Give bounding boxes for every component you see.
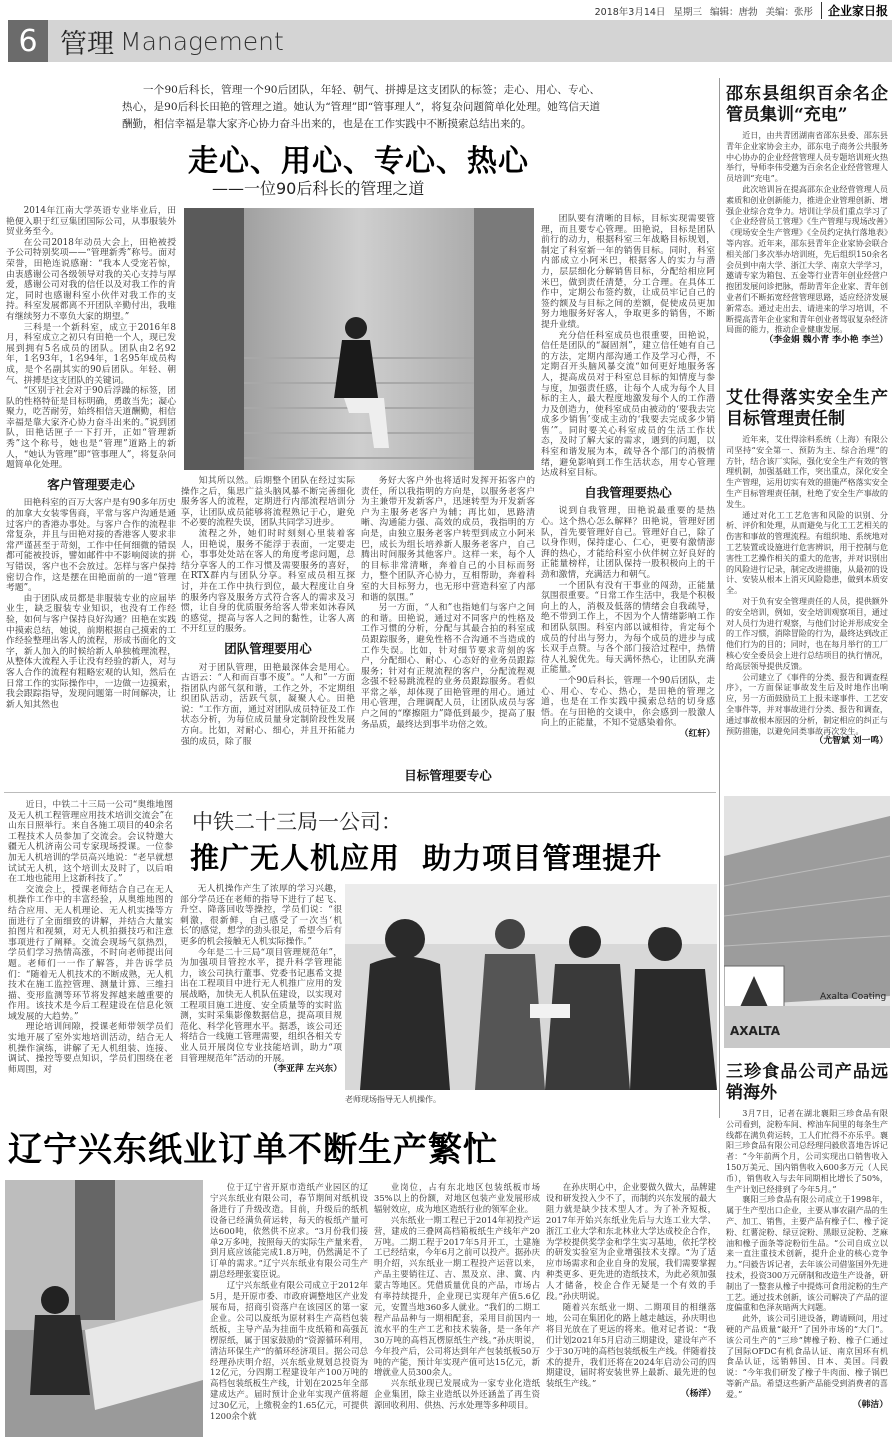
paragraph-text: 今年是二十三局“项目管理规范年”，为加强项目管控水平，提升科学管理能力，该公司执行董事、党委书记惠希文提出在工程项目中进行无人机推广应用的发展战略，加快无人机队伍建设，以实现对工程项目施工进度、安全质量等的实时监测，实时采集影像数据信息，提高项目规范化、科学化管理水平。据悉，该公司还将结合一线施工管理需要，组织各相关专业人员开展岗位专业技能培训，助力“项目管理规范年”活动的开展。 <box>180 947 342 1064</box>
paragraph: 由于团队成员都是非服装专业的应届毕业生，缺乏服装专业知识，也没有工作经验，如何与客户保持良好沟通？田艳在实践中摸索总结，她说，前期根据自己摸索的工作经验整理出客人的流程，形成书面化的文字，新人加入的时候给新人单独梳理流程，从整体大流程入手让没有经验的新人，对与客人合作的流程有粗略宏观的认知，然后在日常工作的实际操作中，一边做一边摸索，我会跟踪指导，发现问题第一时间解决，让新人知其然也 <box>6 593 176 710</box>
article1-column-2 <box>181 476 355 747</box>
paragraph: 通过对化工工艺危害和风险的识别、分析、评价和处理，从而避免与化工工艺相关的伤害和事故的管理流程。有组织地、系统地对工艺装置或设施进行危害辨识，用于控制与危害性工艺操作相关的重大的危害，并对识别出的风险进行记录，制定改进措施，从最初的设计、安装从根本上消灭风险隐患，做到本质安全。 <box>726 509 888 596</box>
article3-column-3 <box>546 1182 716 1400</box>
byline: （红轩） <box>679 728 715 739</box>
paragraph-text: 一个90后科长，管理一个90后团队，走心、用心、专心、热心，是田艳的管理之道，也是在工作实践中摸索总结的切身感悟。在与田艳的交谈中，你会感到一股激人向上的正能量，不知不觉感染着你。 <box>541 675 715 729</box>
paragraph: 对于团队管理，田艳最深体会是用心。古语云：“人和而百事不废”。“人和”一方面指团队内部气氛和谐，工作之外，不定期组织团队活动，活跃气氛，凝聚人心。田艳说：“工作方面，通过对团队成员特征及工作状态分析，为每位成员量身定制阶段性发展方向。比如，对耐心、细心，并且开拓能力强的成员，除了服 <box>181 662 355 747</box>
article-lead: 一个90后科长，管理一个90后团队，年轻、朝气、拼搏是这支团队的标签；走心、用心、专心、热心，是90后科长田艳的管理之道。她认为“管理”即“管事理人”，将复杂问题简单化处理。她笃信天道酬勤，相信幸福是靠大家齐心协力奋斗出来的，也是在工作实践中不断摸索总结出来的。 <box>122 84 600 130</box>
article2-kicker: 中铁二十三局一公司： <box>192 810 402 834</box>
photo-paper-factory-worker <box>5 1180 203 1437</box>
paragraph: 流程之外，她们时时刻刻心里装着客人，田艳说，服务不能浮于表面，一定要走心，事事处处站在客人的角度考虑问题，总结分享客人的工作习惯及需要服务的喜好，在RTX群内与团队分享。科室成员相互探讨，并在工作中执行到位，最大程度让自身的服务内容及服务方式符合客人的需求及习惯，让自身的优质服务给客人带来如沐春风的感觉，提高与客人之间的黏性，让客人离不开红豆的服务。 <box>181 528 355 635</box>
paragraph: 近日，由共青团湖南省邵东县委、邵东县青年企业家协会主办，邵东电子商务公共服务中心协办的企业经营管理人员专题培训班火热举行，导师李伟受邀为百余名企业经营管理人员培训“充电”。 <box>726 130 888 184</box>
paragraph: 位于辽宁省开原市造纸产业园区的辽宁兴东纸业有限公司，春节期间对纸机设备进行了升级改造。目前，升级后的纸机设备已经满负荷运转，每天的板纸产量可达600吨，依然供不应求。“3月份我们接单2万多吨，按照每天的实际生产量来看，到月底应该能完成1.8万吨，仍然满足不了订单的需求。”辽宁兴东纸业有限公司生产副总经理张宴臣说。 <box>210 1182 368 1280</box>
subheading-goal: 目标管理要专心 <box>404 768 492 783</box>
paragraph <box>180 947 342 1075</box>
byline: （尤智斌 刘一鸣） <box>814 736 888 747</box>
paragraph: 公司建立了《事件的分类、报告和调查程序》，一方面保证事故发生后及时地作出响应，另一方面鼓励员工上报未遂事件、工艺安全事件等，并对事故进行分类、报告和调查，通过事故根本原因的分析，制定相应的纠正与预防措施，以避免同类事故再次发生。 <box>726 671 888 736</box>
paragraph: 三科是一个新科室，成立于2016年8月，科室成立之初只有田艳一个人，现已发展到拥有5名成员的团队。团队由2名92年，1名93年，1名94年，1名95年成员构成，是个名副其实的90后团队。年轻、朝气、拼搏是这支团队的关键词。 <box>6 322 176 386</box>
paragraph: 知其所以然。后期整个团队在经过实际操作之后，集思广益头脑风暴不断完善细化服务客人的流程，定期进行内部流程培训分享，让团队成员能够将流程熟记于心，避免不必要的流程失误，团队共同学习进步。 <box>181 476 355 529</box>
paragraph: 在公司2018年动员大会上，田艳被授予公司特别奖项——“管理新秀”称号。面对荣誉，田艳连说感谢：“我本人受宠若惊，由衷感谢公司各级领导对我的关心支持与厚爱，感谢公司对我的信任以及对我工作的肯定，同时也感谢科室小伙伴对我工作的支持。科室发展都离不开团队辛勤付出，我唯有继续努力不辜负大家的期望。” <box>6 237 176 322</box>
issue-weekday: 星期三 <box>673 6 702 18</box>
article1-column-1 <box>6 206 176 710</box>
article3-column-1 <box>210 1182 368 1422</box>
paragraph: 交流会上，授课老师结合自己在无人机操作工作中的丰富经验，从奥维地图的结合应用、无人机理论、无人机实操等方面进行了全面细致的讲解，并结合大量实拍图片和视频，对无人机拍摄技巧和注意事项进行了阐释。交流会现场气氛热烈，学员们学习热情高涨，不时向老师提出问题。老师们一一作了解答，并告诉学员们：“随着无人机技术的不断成熟，无人机技术在施工监控管理、测量计算、三维扫描、变形监测等环节将发挥越来越重要的作用。该技术是今后工程建设在信息化领域发展的大趋势。” <box>8 884 173 1022</box>
axalta-sign-text: Axalta Coating <box>820 992 887 1002</box>
byline: （韩洁） <box>852 1399 888 1410</box>
paragraph <box>541 675 715 739</box>
paragraph: 此次培训旨在提高邵东企业经营管理人员素质和创业创新能力，推进企业管理创新、增强企业综合竞争力。培训让学员们重点学习了《企业经营员工管理》《生产管理与现场改善》《现场安全生产管理》《全员约定执行落地表》等内容。近年来，邵东县青年企业家协会联合相关部门多次举办培训班，先后组织150余名会员到中南大学、浙江大学、南京大学学习，邀请专家为箱包、五金等行业青年创业经营户抱团发展问诊把脉，帮助青年企业家、青年创业者们不断拓宽经营管理思路，适应经济发展新常态。通过走出去、请进来的学习培训，不断提高青年企业家和青年创业者驾驭复杂经济局面的能力，推动企业健康发展。 <box>726 183 888 335</box>
paragraph: 随着兴东纸业一期、二期项目的相继落地，公司在集团化的路上越走越远，孙庆明也将目光放在了更远的将来。他对记者说：“我们计划2021年5月启动三期建设，建设年产不少于30万吨的高档包装纸板生产线。伴随着技术的提升，我们还将在2024年启动公司的四期建设，届时将安装世界上最新、最先进的包装纸生产线。” <box>546 1301 716 1389</box>
byline: （杨洋） <box>680 1389 716 1400</box>
subheading-team: 团队管理要用心 <box>224 640 312 656</box>
section-banner <box>8 20 892 62</box>
axalta-logo-text: AXALTA <box>730 1024 781 1038</box>
photo-axalta-building <box>724 796 890 1048</box>
subheading-customer: 客户管理要走心 <box>47 476 135 492</box>
paragraph: 在孙庆明心中，企业要做久做大，品牌建设和研发投入少不了，而制约兴东发展的最大阻力就是缺少技术型人才。为了补齐短板，2017年开始兴东纸业先后与大连工业大学、浙江工业大学和东北林业大学达成校企合作，为学校提供奖学金和学生实习基地，依托学校的研发实验室为企业增强技术支撑。“为了适应市场需求和企业自身的发展，我们需要掌握种类更多、更先进的造纸技术，为此必须加强人才储备，校企合作无疑是一个有效的手段。”孙庆明说。 <box>546 1182 716 1302</box>
sidebar-headline: 三珍食品公司产品远销海外 <box>726 1062 888 1103</box>
paragraph: 近日，中铁二十三局一公司“奥维地图及无人机工程管理应用技术培训交流会”在山东日照举行。来自各施工项目的40余名工程技术人员参加了交流会。会议特邀大疆无人机济南公司专家现场授课。一位参加无人机培训的学员高兴地说：“老早就想试试无人机，这个培训太及时了，以后咱在工地也能用上这新科技了。” <box>8 800 173 885</box>
section-divider <box>4 792 716 793</box>
sidebar-article-sanzhen <box>726 1062 888 1410</box>
paragraph: 3月7日，记者在湖北襄阳三珍食品有限公司看到，淀粉车间、榨油车间里的每条生产线都在满负荷运转，工人们忙得不亦乐乎。襄阳三珍食品有限公司总经理闫毅欣喜地告诉记者：“今年前两个月，公司实现出口销售收入150万美元、国内销售收入600多万元（人民币），销售收入与去年同期相比增长了50%，生产计划已经排到了今年5月。” <box>726 1108 888 1194</box>
paragraph: 团队要有清晰的目标，目标实现需要管理，而且要专心管理。田艳说，目标是团队前行的动力，根据科室三年战略目标规划，制定了科室新一年的销售目标。同时，科室内部成立小阿米巴，根据客人的实力与潜力，层层细化分解销售目标，分配给相应阿米巴，做到责任清楚，分工合理。在具体工作中，定期公布签约数，让成员牢记自己的签约额及与目标之间的差额，促使成员更加努力地服务好客人，争取更多的销售，不断提升业绩。 <box>541 214 715 330</box>
paragraph: 对于负有安全管理责任的人员，提供额外的安全培训，例如，安全培训观察项目，通过对人员行为进行观察，与他们讨论并形成安全的工作习惯，消除冒险的行为，最终达到改正他们行为的目的；同时，也在每月举行的工厂核心安全委员会上进行总结项目的执行情况，给高层领导提供反馈。 <box>726 595 888 671</box>
paragraph: 2014年江南大学英语专业毕业后，田艳便入职于红豆集团国际公司，从事服装外贸业务至今。 <box>6 206 176 238</box>
section-title-cn: 管理 <box>60 28 114 60</box>
article3-headline: 辽宁兴东纸业订单不断生产繁忙 <box>8 1130 498 1170</box>
article1-column-3 <box>361 476 535 730</box>
paragraph: 兴东纸业现已发展成为一家专业化造纸企业集团，除主业造纸以外还涵盖了再生资源回收利用、供热、污水处理等多种项目。 <box>374 1378 540 1411</box>
paragraph: “区别于社会对于90后浮躁的标签，团队的性格特征是目标明确，勇敢当先；凝心聚力，吃苦耐劳，始终相信天道酬勤，相信幸福是靠大家齐心协力奋斗出来的。”说到团队，田艳话匣子一下打开，正如“管理新秀”这个称号，她也是“管理”道路上的新人，“她认为管理”即“管事理人”，将复杂问题简单化处理。 <box>6 386 176 471</box>
byline: （李金娟 魏小青 李小艳 李兰） <box>764 335 888 346</box>
article2-column-2 <box>180 884 342 1075</box>
photo-tian-yan-on-stairs <box>184 208 534 470</box>
paragraph: 无人机操作产生了浓厚的学习兴趣，部分学员还在老师的指导下进行了起飞、升空、降落回收等操控，学员们说：“很刺激，很新鲜，自己感受了一次当‘机长’的感觉，想学的劲头很足，希望今后有更多的机会接触无人机实际操作。” <box>180 884 342 947</box>
article3-column-2 <box>374 1182 540 1411</box>
photo-drone-training <box>345 884 717 1090</box>
paper-name: 企业家日报 <box>821 2 888 19</box>
article1-column-4 <box>541 214 715 740</box>
paragraph: 田艳科室的百万大客户是有90多年历史的加拿大女装零售商，平常与客户沟通是通过客户的香港办事处。与客户合作的流程非常复杂，并且与田艳对接的香港客人要求非常严谨甚至于苛刻，工作中任何细微的错误都可能被投诉，譬如邮件中不影响阅读的拼写错误，客户也不会放过。怎样与客户保持密切合作，这是摆在田艳面前的一道“管理考题”。 <box>6 498 176 594</box>
paragraph: 说到自我管理，田艳说最重要的是热心。这个热心怎么解释？田艳说，管理好团队，首先要管理好自己。管理好自己，除了以身作则，保持虚心、仁心，更要有激情澎湃的热心，才能给科室小伙伴树立好良好的正能量榜样，让团队保持一股积极向上的干劲和激情，充满活力和朝气。 <box>541 506 715 580</box>
paragraph: 务好大客户外也将适时发挥开拓客户的责任，所以我指明的方向是，以服务老客户为主兼带开发新客户，迅速转型为开发新客户为主服务老客户为辅；再比如，思路清晰、沟通能力强、高效的成员，我指明的方向是，由独立服务老客户转型到成立小阿米巴，成长为组长培养新人服务老客户，自己腾出时间服务其他客户。这样一来，每个人的目标非常清晰，奔着自己的小目标而努力，整个团队齐心协力，互相帮助，奔着科室的大目标努力，也无形中营造科室了内部和谐的氛围。” <box>361 476 535 603</box>
article-subtitle: ——一位90后科长的管理之道 <box>212 179 425 198</box>
subheading-self: 自我管理要热心 <box>584 484 672 500</box>
designer: 美编：张彤 <box>765 6 813 18</box>
photo-caption: 老师现场指导无人机操作。 <box>345 1095 441 1104</box>
column-divider <box>719 78 720 1118</box>
paragraph: 业岗位，占有东北地区包装纸板市场35%以上的份额，对地区包装产业发展形成辐射效应，成为地区造纸行业的领军企业。 <box>374 1182 540 1214</box>
article2-column-1 <box>8 800 173 1075</box>
paragraph: 一个团队有没有干事业的闯劲，正能量氛围很重要。“日常工作生活中，我是个积极向上的人，消极及低落的情绪会自我疏导，绝不带到工作上，不因为个人情绪影响工作和团队氛围。科室内部以诚相待，肯定每个成员的付出与努力，为每个成员的进步与成长双手点赞。与各个部门接洽过程中，热情待人礼貌优先。每天满怀热心，让团队充满正能量。” <box>541 580 715 676</box>
paragraph: 充分信任科室成员也很重要，田艳说，信任是团队的“凝固剂”，建立信任她有自己的方法，定期内部沟通工作及学习心得，不定期召开头脑风暴交流“如何更好地服务客人，提高成员对于科室总目标的知情度与参与度，加强责任感，让每个人成为每个人目标的主人，最大程度地激发每个人的工作潜力及创造力，使科室成员由被动的‘要我去完成多少销售’变成主动的‘我要去完成多少销售’”。同时要关心科室成员的生活工作状态，及时了解大家的需求，遇到的问题，以科室和谐发展为本，疏导各个部门的消极情绪，避免影响到工作生活状态，用专心管理达成科室目标。 <box>541 330 715 479</box>
article2-headline: 推广无人机应用 助力项目管理提升 <box>190 841 663 875</box>
issue-date: 2018年3月14日 <box>594 6 666 18</box>
byline: （李亚萍 左兴东） <box>268 1064 342 1075</box>
paragraph: 另一方面，“人和”也指她们与客户之间的和谐。田艳说，通过对不同客户的性格及工作习惯的分析，分配与其最合拍的科室成员跟踪服务，避免性格不合沟通不当造成的工作失误。比如，针对细节要求苛刻的客户，分配细心、耐心、心态好的业务员跟踪服务；针对有正规流程的客户，分配流程观念强不轻易跳流程的业务员跟踪服务。看似平常之举，却体现了田艳管理的用心。通过用心管理，合理调配人员，让团队成员与客户之间的“摩擦阻力”降低到最少，提高了服务品质，最终达到事半功倍之效。 <box>361 603 535 730</box>
sidebar-headline: 艾仕得落实安全生产目标管理责任制 <box>726 388 888 429</box>
sidebar-article-shaodong <box>726 84 888 346</box>
sidebar-headline: 邵东县组织百余名企管员集训“充电” <box>726 84 888 125</box>
paragraph: 襄阳三珍食品有限公司成立于1998年，属于生产型出口企业，主要从事农副产品的生产、加工、销售，主要产品有橡子仁、橡子淀粉、红薯淀粉、绿豆淀粉、黑眼豆淀粉、芝麻油和橡子面条等淀粉衍生品。“公司自成立以来一直注重技术创新，提升企业的核心竞争力。”闫毅告诉记者，去年该公司借鉴国外先进技术，投资300万元研制和改造生产设备，研制出了一整套从橡子中提炼可食用淀粉的生产工艺。通过技术创新，该公司解决了产品的涩度偏重和色泽灰暗两大问题。 <box>726 1194 888 1313</box>
section-title-en: Management <box>120 26 284 56</box>
paragraph: 近年来，艾仕得涂料系统（上海）有限公司坚持“安全第一、预防为主、综合治理”的方针，结合该厂实际，强化安全生产有效的管理机制，加强基础工作，突出重点，深化安全生产管理，运用切实有效的措施严格落实安全生产目标管理责任制，杜绝了安全生产事故的发生。 <box>726 434 888 509</box>
paragraph: 理论培训间隙，授课老师带领学员们实地开展了室外实地培训活动，结合无人机操作演练，讲解了无人机组装、连接、调试、操控等要点知识，学员们围绕在老师周围，对 <box>8 1022 173 1075</box>
sidebar-article-axalta <box>726 388 888 747</box>
editor: 编辑：唐勃 <box>709 6 758 18</box>
paragraph: 此外，该公司引进设备，聘请顾问，用过硬的产品质量“敲开”了国外市场的“大门”。该公司生产的“三珍”牌橡子粉、橡子仁通过了国际OFDC有机食品认证、南京国环有机食品认证，远销韩国、日本、美国。闫毅说：“今年我们研发了橡子牛肉面、橡子锅巴等新产品。希望这些新产品能受到消费者的喜爱。” <box>726 1313 888 1399</box>
masthead-line <box>595 2 888 19</box>
page-number: 6 <box>8 20 48 62</box>
article-headline: 走心、用心、专心、热心 <box>188 144 529 179</box>
paragraph: 辽宁兴东纸业有限公司成立于2012年5月，是开原市委、市政府调整地区产业发展布局，招商引资落户在该园区的第一家企业。公司以废纸为原材料生产高档包装纸板，主导产品为挂面牛皮纸箱和高强瓦楞原纸，属于国家鼓励的“资源循环利用，清洁环保生产”的循环经济项目。据公司总经理孙庆明介绍，兴东纸业规划总投资为12亿元，分四期工程建设年产100万吨的高档包装纸板生产线，计划在2025年全部建成达产。届时预计企业年实现产值将超过30亿元，上缴税金约1.65亿元，可提供1200余个就 <box>210 1280 368 1422</box>
paragraph: 兴东纸业一期工程已于2014年初投产运营，建成的三叠网高档箱板纸生产线年产20万吨。二期工程于2017年5月开工，土建施工已经结束，今年6月之前可以投产。据孙庆明介绍，兴东纸业一期工程投产运营以来，产品主要销往辽、吉、黑及京、津、冀、内蒙古等地区。凭借质量优良的产品，市场占有率持续提升，企业现已实现年产值5.6亿元，安置当地360多人就业。“我们的二期工程产品品种与一期相配套，采用目前国内一流水平的生产工艺和技术装备，是一条年产30万吨的高档瓦楞原纸生产线。”孙庆明说，今年投产后，公司将达到年产包装纸板50万吨的产能，预计年实现产值可达15亿元，新增就业人员300余人。 <box>374 1214 540 1378</box>
